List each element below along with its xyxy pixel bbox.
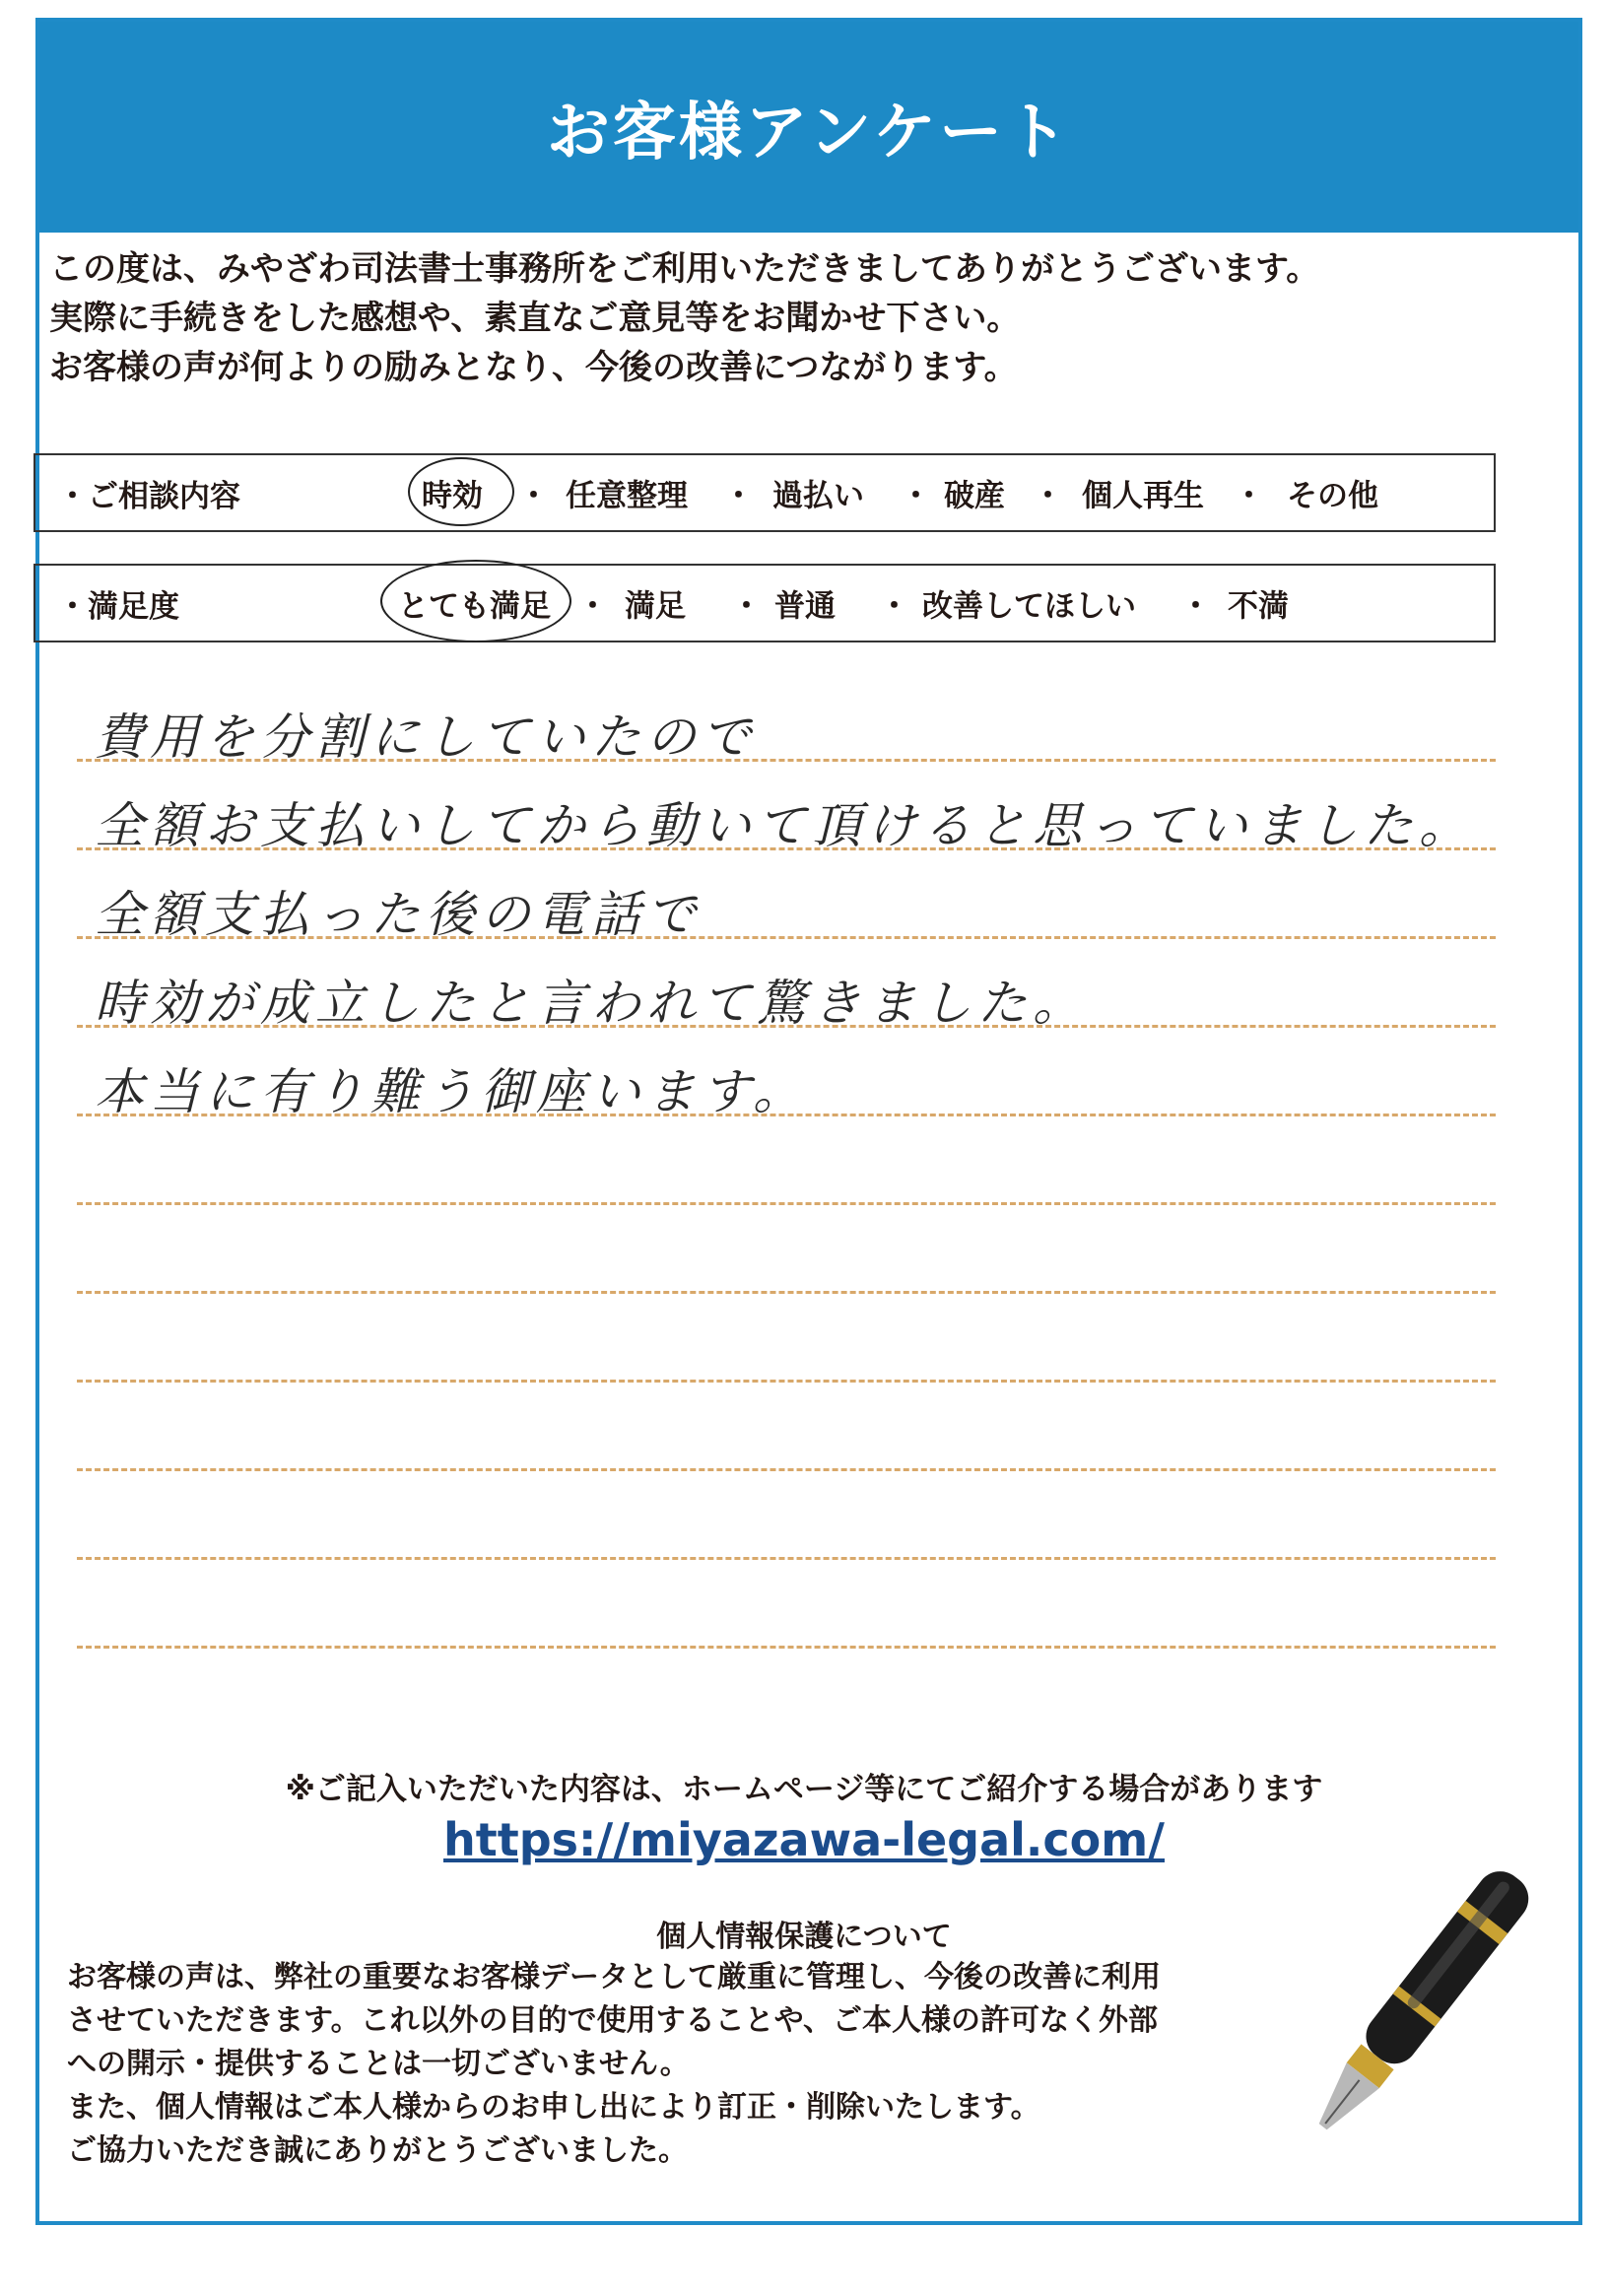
option-fuman[interactable]: 不満 — [1228, 588, 1289, 625]
privacy-line: させていただきます。これ以外の目的で使用することや、ご本人様の許可なく外部 — [67, 2003, 1158, 2038]
satisfaction-field: ・満足度 とても満足 ・ 満足 ・ 普通 ・ 改善してほしい ・ 不満 — [34, 564, 1496, 642]
option-futsuu[interactable]: 普通 — [774, 588, 836, 625]
option-kaizen[interactable]: 改善してほしい — [922, 588, 1136, 625]
intro-line: 実際に手続きをした感想や、素直なご意見等をお聞かせ下さい。 — [49, 299, 1021, 338]
option-kabarai[interactable]: 過払い — [772, 478, 864, 514]
ruled-line — [77, 1291, 1496, 1294]
option-hasan[interactable]: 破産 — [944, 478, 1005, 514]
form-title: お客様アンケート — [546, 97, 1072, 169]
comment-line: 本当に有り難う御座います。 — [95, 1063, 808, 1120]
ruled-line — [77, 1202, 1496, 1205]
comment-line: 全額お支払いしてから動いて頂けると思っていました。 — [95, 797, 1474, 854]
privacy-line: お客様の声は、弊社の重要なお客様データとして厳重に管理し、今後の改善に利用 — [67, 1960, 1161, 1994]
ruled-line — [77, 1380, 1496, 1383]
option-totemo-manzoku[interactable]: とても満足 — [398, 588, 551, 625]
comment-line: 時効が成立したと言われて驚きました。 — [95, 975, 1088, 1032]
option-nini-seiri[interactable]: 任意整理 — [566, 478, 688, 514]
option-manzoku[interactable]: 満足 — [625, 588, 686, 625]
consultation-label: ・ご相談内容 — [57, 478, 240, 514]
intro-line: この度は、みやざわ司法書士事務所をご利用いただきましてありがとうございます。 — [49, 249, 1320, 289]
publication-notice: ※ご記入いただいた内容は、ホームページ等にてご紹介する場合があります — [285, 1772, 1323, 1807]
ruled-line — [77, 1468, 1496, 1471]
intro-text — [49, 244, 1508, 392]
privacy-line: への開示・提供することは一切ございません。 — [67, 2047, 690, 2081]
privacy-text — [67, 1956, 1161, 2173]
comment-line: 費用を分割にしていたので — [95, 709, 757, 766]
privacy-line: ご協力いただき誠にありがとうございました。 — [67, 2133, 688, 2168]
intro-line: お客様の声が何よりの励みとなり、今後の改善につながります。 — [49, 348, 1018, 387]
privacy-title: 個人情報保護について — [656, 1920, 952, 1954]
privacy-line: また、個人情報はご本人様からのお申し出により訂正・削除いたします。 — [67, 2090, 1040, 2125]
option-sonota[interactable]: その他 — [1287, 478, 1378, 514]
consultation-field: ・ご相談内容 時効 ・ 任意整理 ・ 過払い ・ 破産 ・ 個人再生 ・ その他 — [34, 453, 1496, 532]
form-header — [39, 22, 1578, 233]
fountain-pen-icon — [1271, 1853, 1557, 2168]
ruled-line — [77, 1557, 1496, 1560]
ruled-line — [77, 1646, 1496, 1649]
comment-line: 全額支払った後の電話で — [95, 886, 702, 943]
option-jikou[interactable]: 時効 — [422, 478, 483, 514]
satisfaction-label: ・満足度 — [57, 588, 179, 625]
option-kojin-saisei[interactable]: 個人再生 — [1082, 478, 1204, 514]
website-link[interactable]: https://miyazawa-legal.com/ — [443, 1813, 1165, 1866]
